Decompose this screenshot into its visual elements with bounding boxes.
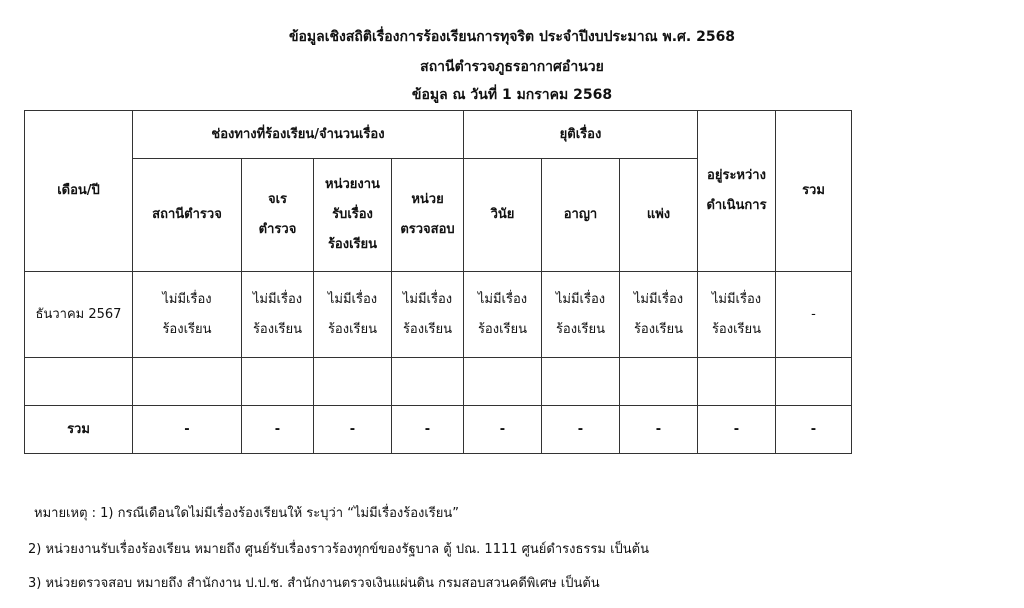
police-patrol-header-line: จเร	[267, 192, 288, 207]
total-value: -	[620, 406, 698, 454]
total-value: -	[242, 406, 314, 454]
cell-line: ไม่มีเรื่อง	[162, 291, 212, 307]
station-name: สถานีตำรวจภูธรอากาศอำนวย	[420, 59, 604, 75]
total-value: -	[776, 406, 852, 454]
total-row-label: รวม	[25, 406, 133, 454]
audit-unit-header-line: ตรวจสอบ	[400, 222, 455, 237]
note-line-1: หมายเหตุ : 1) กรณีเดือนใดไม่มีเรื่องร้องเรียนให้ ระบุว่า “ไม่มีเรื่องร้องเรียน”	[34, 506, 460, 521]
total-value: -	[464, 406, 542, 454]
empty-cell	[242, 358, 314, 406]
in-progress-header	[698, 111, 776, 272]
cell-line: ร้องเรียน	[327, 321, 378, 337]
table-row	[25, 272, 852, 358]
empty-cell	[542, 358, 620, 406]
cell-line: ร้องเรียน	[711, 321, 762, 337]
cell-line: ไม่มีเรื่อง	[711, 291, 762, 307]
criminal-header: อาญา	[542, 159, 620, 272]
total-header: รวม	[776, 111, 852, 272]
cell-line: ร้องเรียน	[555, 321, 606, 337]
disciplinary-cell	[464, 272, 542, 358]
note-line-2: 2) หน่วยงานรับเรื่องร้องเรียน หมายถึง ศูนย์รับเรื่องราวร้องทุกข์ของรัฐบาล ตู้ ปณ. 1111 ศูนย์ดำรงธรรม เป็นต้น	[28, 542, 649, 557]
total-value: -	[133, 406, 242, 454]
data-date: ข้อมูล ณ วันที่ 1 มกราคม 2568	[411, 87, 613, 103]
cell-line: ร้องเรียน	[252, 321, 303, 337]
civil-cell	[620, 272, 698, 358]
empty-cell	[133, 358, 242, 406]
police-patrol-header	[242, 159, 314, 272]
terminated-group-header: ยุติเรื่อง	[464, 111, 698, 159]
in-progress-cell	[698, 272, 776, 358]
audit-unit-header	[392, 159, 464, 272]
month-cell: ธันวาคม 2567	[25, 272, 133, 358]
police-station-cell	[133, 272, 242, 358]
cell-line: ร้องเรียน	[162, 321, 212, 337]
criminal-cell	[542, 272, 620, 358]
civil-header: แพ่ง	[620, 159, 698, 272]
note-line-3: 3) หน่วยตรวจสอบ หมายถึง สำนักงาน ป.ป.ช. สำนักงานตรวจเงินแผ่นดิน กรมสอบสวนคดีพิเศษ เป็นต้น	[28, 576, 600, 591]
empty-cell	[314, 358, 392, 406]
audit-unit-header-line: หน่วย	[411, 192, 444, 207]
total-cell: -	[776, 272, 852, 358]
header-row-1	[25, 111, 852, 159]
complaint-statistics-table	[24, 110, 852, 454]
total-value: -	[392, 406, 464, 454]
empty-cell	[392, 358, 464, 406]
total-row	[25, 406, 852, 454]
total-value: -	[542, 406, 620, 454]
total-value: -	[698, 406, 776, 454]
cell-line: ไม่มีเรื่อง	[327, 291, 378, 307]
cell-line: ไม่มีเรื่อง	[633, 291, 684, 307]
complaint-unit-header-line: รับเรื่อง	[332, 207, 373, 222]
complaint-unit-header	[314, 159, 392, 272]
cell-line: ไม่มีเรื่อง	[555, 291, 606, 307]
complaint-unit-header-line: ร้องเรียน	[327, 237, 378, 252]
complaint-unit-cell	[314, 272, 392, 358]
month-year-header: เดือน/ปี	[25, 111, 133, 272]
police-station-header: สถานีตำรวจ	[133, 159, 242, 272]
in-progress-header-line: ดำเนินการ	[706, 198, 767, 213]
empty-cell	[776, 358, 852, 406]
cell-line: ไม่มีเรื่อง	[402, 291, 453, 307]
cell-line: ไม่มีเรื่อง	[252, 291, 303, 307]
empty-cell	[25, 358, 133, 406]
police-patrol-header-line: ตำรวจ	[258, 222, 297, 237]
cell-line: ร้องเรียน	[633, 321, 684, 337]
empty-cell	[698, 358, 776, 406]
document-title: ข้อมูลเชิงสถิติเรื่องการร้องเรียนการทุจริต ประจำปีงบประมาณ พ.ศ. 2568	[288, 29, 736, 45]
cell-line: ร้องเรียน	[402, 321, 453, 337]
total-value: -	[314, 406, 392, 454]
empty-cell	[464, 358, 542, 406]
complaint-unit-header-line: หน่วยงาน	[325, 177, 380, 192]
empty-cell	[620, 358, 698, 406]
cell-line: ไม่มีเรื่อง	[477, 291, 528, 307]
empty-row	[25, 358, 852, 406]
channels-group-header: ช่องทางที่ร้องเรียน/จำนวนเรื่อง	[133, 111, 464, 159]
in-progress-header-line: อยู่ระหว่าง	[707, 168, 766, 183]
police-patrol-cell	[242, 272, 314, 358]
disciplinary-header: วินัย	[464, 159, 542, 272]
cell-line: ร้องเรียน	[477, 321, 528, 337]
audit-unit-cell	[392, 272, 464, 358]
